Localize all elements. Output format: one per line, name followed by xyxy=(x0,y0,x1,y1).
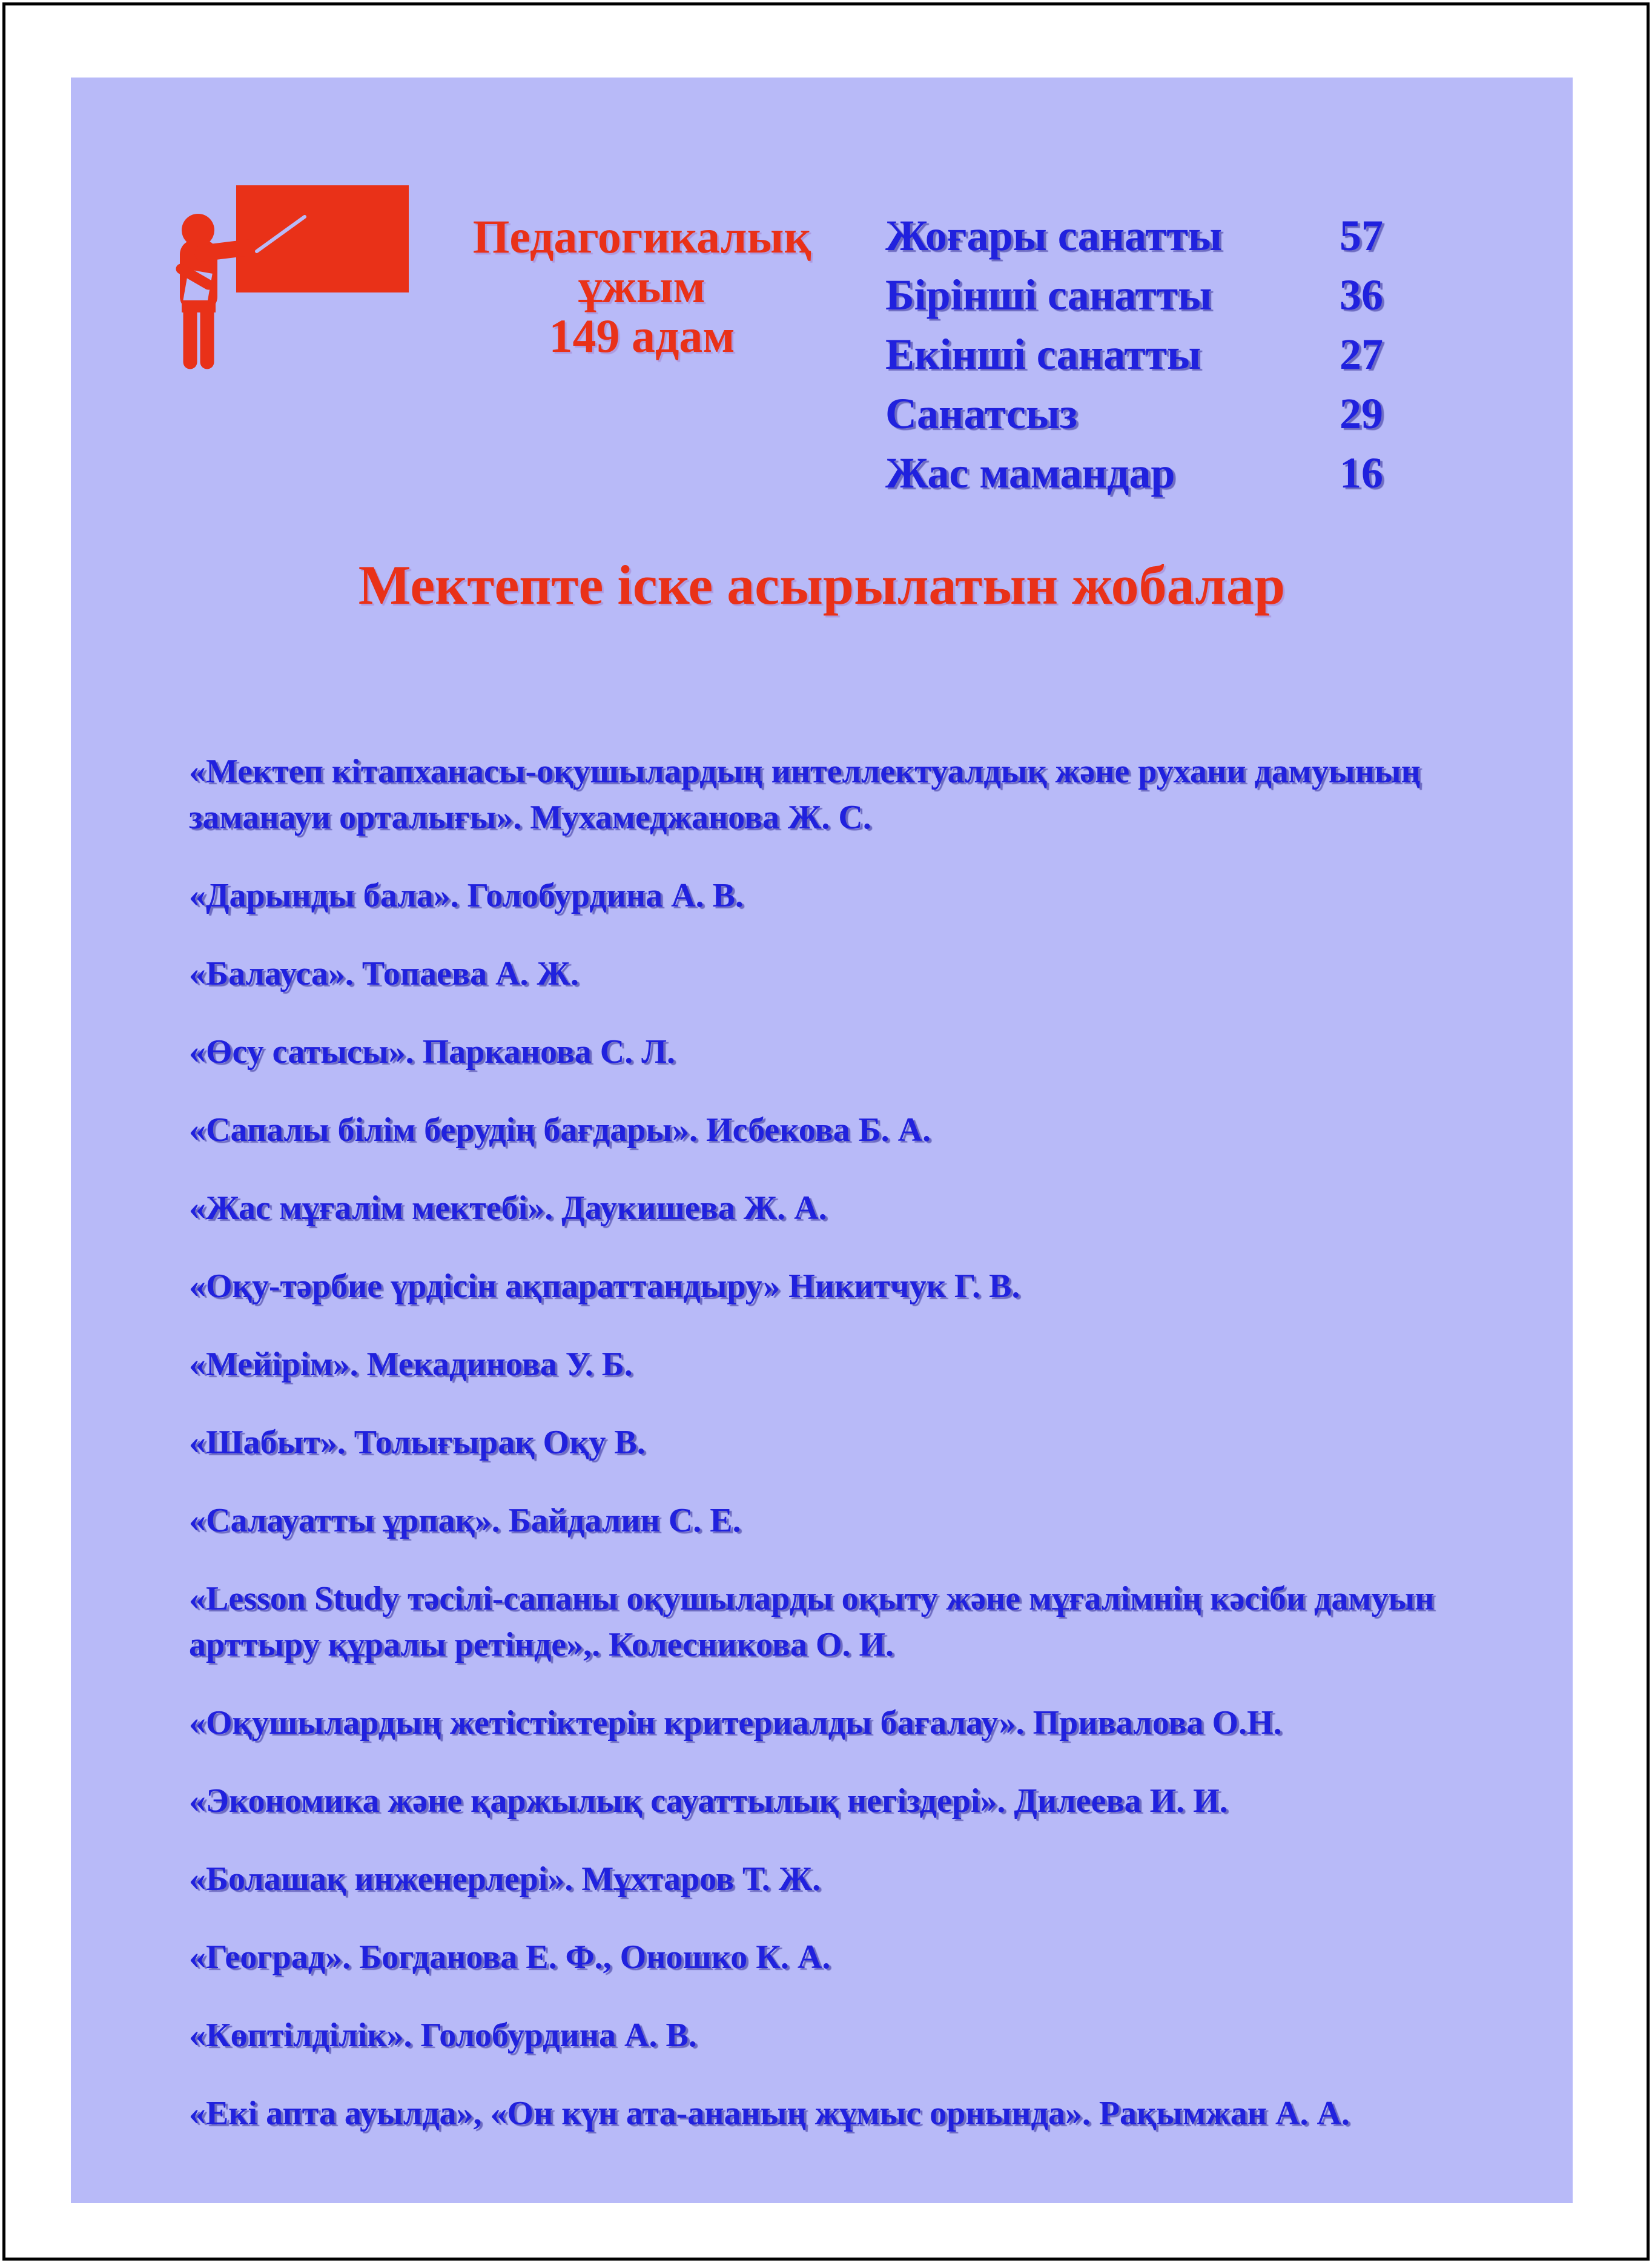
staff-title-line-1: Педагогикалық xyxy=(472,210,811,263)
stat-label: Санатсыз xyxy=(885,389,1077,438)
staff-title-line-3: 149 адам xyxy=(549,309,735,362)
project-item: «Екі апта ауылда», «Он күн ата-ананың жұмыс орнында». Рақымжан А. А. xyxy=(189,2095,1350,2132)
project-item: «Lesson Study тәсілі-сапаны оқушыларды оқыту және мұғалімнің кәсіби дамуын арттыру құралы ретінде»,. Колесникова О. И. xyxy=(189,1580,1435,1663)
project-item: «Балауса». Топаева А. Ж. xyxy=(189,955,579,993)
staff-category-stats xyxy=(885,206,1527,503)
stat-row xyxy=(885,206,1527,265)
project-item: «Көптілділік». Голобурдина А. В. xyxy=(189,2017,697,2054)
project-item: «Дарынды бала». Голобурдина А. В. xyxy=(189,877,744,914)
stat-value: 27 xyxy=(1340,330,1383,378)
project-item: «Өсу сатысы». Парканова С. Л. xyxy=(189,1033,675,1071)
project-item: «Геоград». Богданова Е. Ф., Оношко К. А. xyxy=(189,1938,831,1976)
staff-title xyxy=(436,212,848,361)
stat-value: 57 xyxy=(1340,211,1383,260)
project-item: «Оқу-тәрбие үрдісін ақпараттандыру» Никитчук Г. В. xyxy=(189,1267,1020,1305)
project-item: «Мектеп кітапханасы-оқушылардың интеллектуалдық және рухани дамуының заманауи орталығы». Мухамеджанова Ж. С. xyxy=(189,753,1421,836)
projects-list xyxy=(189,748,1527,2169)
project-item: «Мейірім». Мекадинова У. Б. xyxy=(189,1346,633,1383)
project-item: «Экономика және қаржылық сауаттылық негіздері». Дилеева И. И. xyxy=(189,1782,1228,1820)
stat-label: Бірінші санатты xyxy=(885,271,1212,319)
project-item: «Болашақ инженерлері». Мұхтаров Т. Ж. xyxy=(189,1860,821,1898)
stat-label: Жас мамандар xyxy=(885,449,1175,497)
section-title: Мектепте іске асырылатын жобалар xyxy=(358,554,1286,616)
project-item: «Сапалы білім берудің бағдары». Исбекова Б. А. xyxy=(189,1111,931,1149)
stat-value: 16 xyxy=(1340,449,1383,497)
project-item: «Салауатты ұрпақ». Байдалин С. Е. xyxy=(189,1502,741,1539)
stat-row xyxy=(885,265,1527,325)
project-item: «Жас мұғалім мектебі». Даукишева Ж. А. xyxy=(189,1189,827,1227)
stat-row xyxy=(885,325,1527,384)
board-shape xyxy=(236,185,409,292)
project-item: «Шабыт». Толығырақ Оқу В. xyxy=(189,1424,646,1461)
stat-value: 36 xyxy=(1340,271,1383,319)
stat-label: Екінші санатты xyxy=(885,330,1201,378)
staff-title-line-2: ұжым xyxy=(578,260,705,312)
slide-panel xyxy=(71,78,1573,2203)
teacher-pointing-at-board-icon xyxy=(145,180,412,406)
project-item: «Оқушылардың жетістіктерін критериалды бағалау». Привалова О.Н. xyxy=(189,1704,1282,1742)
stat-row xyxy=(885,443,1527,503)
stat-row xyxy=(885,384,1527,443)
stat-label: Жоғары санатты xyxy=(885,211,1223,260)
stat-value: 29 xyxy=(1340,389,1383,438)
person-arm xyxy=(203,246,257,253)
